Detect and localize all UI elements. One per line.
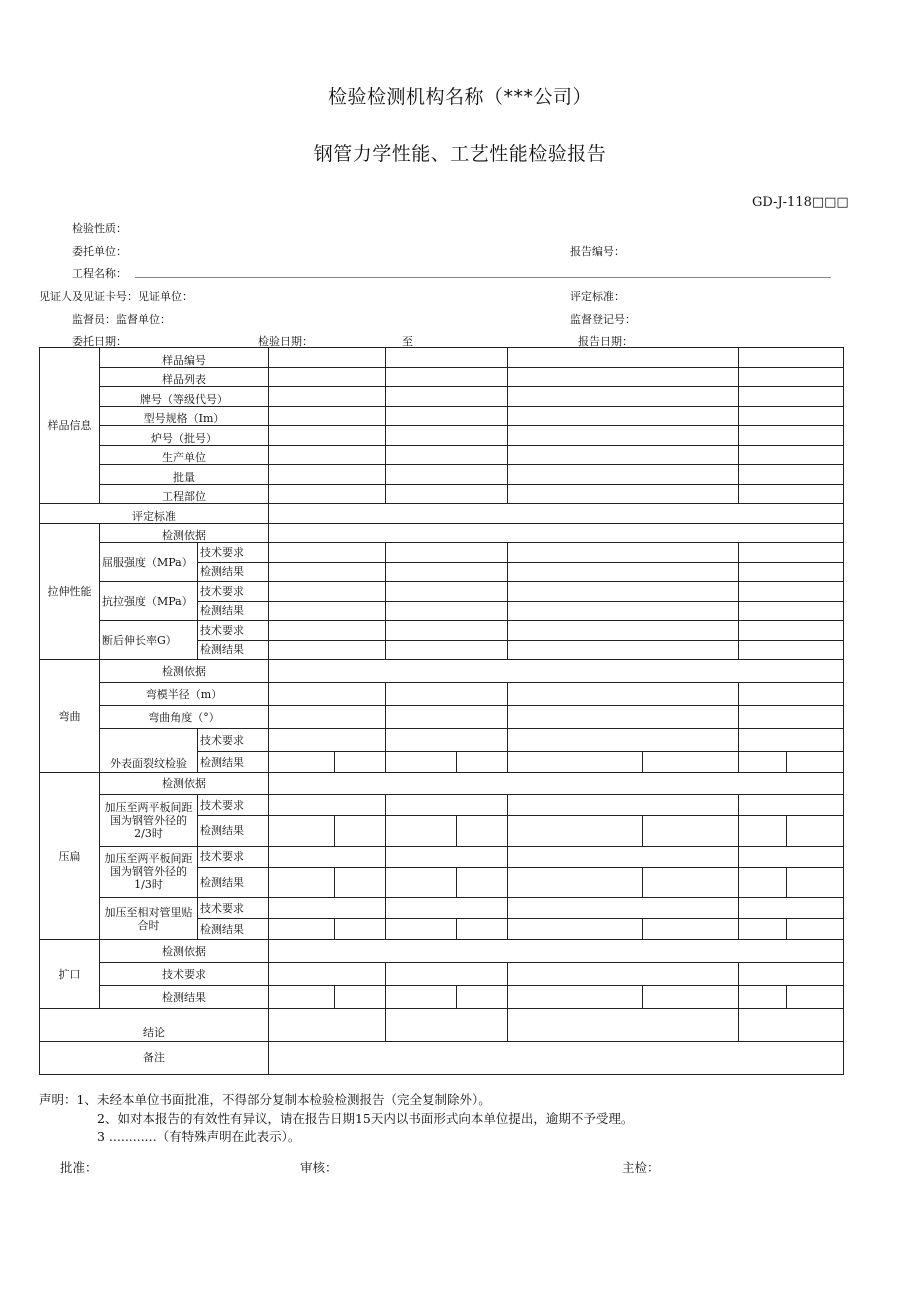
sample-info-row-label: 型号规格（Im）: [100, 406, 269, 426]
form-code: GD-J-118□□□: [752, 195, 849, 210]
test-result-label: 检测结果: [198, 562, 269, 582]
eval-standard-label: 评定标准：: [570, 290, 625, 303]
bend-basis-label: 检测依据: [100, 660, 269, 683]
sample-info-group: 样品信息: [40, 348, 100, 504]
tensile-group: 拉伸性能: [40, 523, 100, 660]
table-row: [40, 660, 844, 683]
sample-info-row-label: 炉号（批号）: [100, 426, 269, 446]
flatten-1-3-label: 加压至两平板间距国为钢管外径的1/3时: [100, 846, 198, 898]
flatten-basis-label: 检测依据: [100, 773, 269, 795]
table-row: [40, 543, 844, 563]
table-row: [40, 367, 844, 387]
sample-info-row-label: 工程部位: [100, 484, 269, 504]
report-title: 钢管力学性能、工艺性能检验报告: [313, 143, 607, 165]
flare-group: 扩口: [40, 940, 100, 1009]
bend-group: 弯曲: [40, 660, 100, 773]
statement-line-1: 声明：1、未经本单位书面批准，不得部分复制本检验检测报告（完全复制除外）。: [39, 1092, 491, 1107]
table-row: [40, 773, 844, 795]
table-row: [40, 706, 844, 729]
date-to-label: 至: [402, 335, 413, 348]
flare-req-label: 技术要求: [100, 963, 269, 986]
remarks-label: 备注: [40, 1041, 269, 1074]
flatten-group: 压扁: [40, 773, 100, 940]
org-name: 检验检测机构名称（***公司）: [327, 86, 592, 108]
table-row: [40, 986, 844, 1009]
test-result-label: 检测结果: [198, 640, 269, 660]
conclusion-label: 结论: [40, 1009, 269, 1042]
supervisor-label: 监督员：监督单位：: [72, 313, 171, 326]
statement-line-3: 3 ............（有特殊声明在此表示）。: [97, 1129, 301, 1144]
approve-label: 批准：: [60, 1160, 98, 1175]
flatten-2-3-label: 加压至两平板间距国为钢管外径的2/3时: [100, 795, 198, 847]
test-result-label: 检测结果: [198, 601, 269, 621]
table-row: [40, 795, 844, 816]
report-table: [39, 347, 844, 1075]
table-row: [40, 729, 844, 752]
test-result-label: 检测结果: [198, 919, 269, 940]
table-row: [40, 426, 844, 446]
table-row: [40, 504, 844, 524]
sample-info-row-label: 样品列表: [100, 367, 269, 387]
table-row: [40, 1009, 844, 1042]
client-unit-label: 委托单位：: [72, 245, 127, 258]
tensile-basis-label: 检测依据: [100, 523, 269, 543]
table-row: [40, 348, 844, 368]
table-row: [40, 582, 844, 602]
table-row: [40, 1041, 844, 1074]
project-name-label: 工程名称：: [72, 267, 127, 280]
table-row: [40, 445, 844, 465]
table-row: [40, 387, 844, 407]
test-result-label: 检测结果: [198, 867, 269, 898]
table-row: [40, 898, 844, 919]
table-row: [40, 940, 844, 963]
statement-line-2: 2、如对本报告的有效性有异议，请在报告日期15天内以书面形式向本单位提出，逾期不予受理。: [97, 1111, 634, 1126]
flatten-full-label: 加压至相对管里贴合时: [100, 898, 198, 940]
sample-info-row-label: 样品编号: [100, 348, 269, 368]
tech-req-label: 技术要求: [198, 621, 269, 641]
table-row: [40, 484, 844, 504]
bend-radius-label: 弯模半径（m）: [100, 683, 269, 706]
tech-req-label: 技术要求: [198, 543, 269, 563]
sample-info-row-label: 生产单位: [100, 445, 269, 465]
test-result-label: 检测结果: [198, 816, 269, 847]
tech-req-label: 技术要求: [198, 729, 269, 752]
inspection-nature-label: 检验性质：: [72, 222, 127, 235]
report-date-label: 报告日期：: [578, 335, 633, 348]
sample-info-row-label: 牌号（等级代号）: [100, 387, 269, 407]
entrust-date-label: 委托日期：: [72, 335, 127, 348]
table-row: [40, 406, 844, 426]
inspector-label: 主检：: [622, 1160, 660, 1175]
tensile-strength-label: 抗拉强度（MPa）: [100, 582, 198, 621]
table-row: [40, 465, 844, 485]
tech-req-label: 技术要求: [198, 846, 269, 867]
table-row: [40, 621, 844, 641]
table-row: [40, 963, 844, 986]
tech-req-label: 技术要求: [198, 582, 269, 602]
inspection-date-label: 检验日期：: [258, 335, 313, 348]
elongation-label: 断后伸长率G）: [100, 621, 198, 660]
supervision-reg-label: 监督登记号：: [570, 313, 636, 326]
surface-crack-label: 外表面裂纹检验: [100, 729, 198, 773]
table-row: [40, 846, 844, 867]
tech-req-label: 技术要求: [198, 795, 269, 816]
project-name-underline: [135, 277, 831, 278]
witness-label: 见证人及见证卡号：见证单位：: [39, 290, 193, 303]
eval-standard-row-label: 评定标准: [40, 504, 269, 524]
table-row: [40, 523, 844, 543]
test-result-label: 检测结果: [198, 752, 269, 773]
report-no-label: 报告编号：: [570, 245, 625, 258]
tech-req-label: 技术要求: [198, 898, 269, 919]
flare-result-label: 检测结果: [100, 986, 269, 1009]
flare-basis-label: 检测依据: [100, 940, 269, 963]
sample-info-row-label: 批量: [100, 465, 269, 485]
bend-angle-label: 弯曲角度（°）: [100, 706, 269, 729]
table-row: [40, 683, 844, 706]
yield-strength-label: 屈服强度（MPa）: [100, 543, 198, 582]
review-label: 审核：: [300, 1160, 338, 1175]
